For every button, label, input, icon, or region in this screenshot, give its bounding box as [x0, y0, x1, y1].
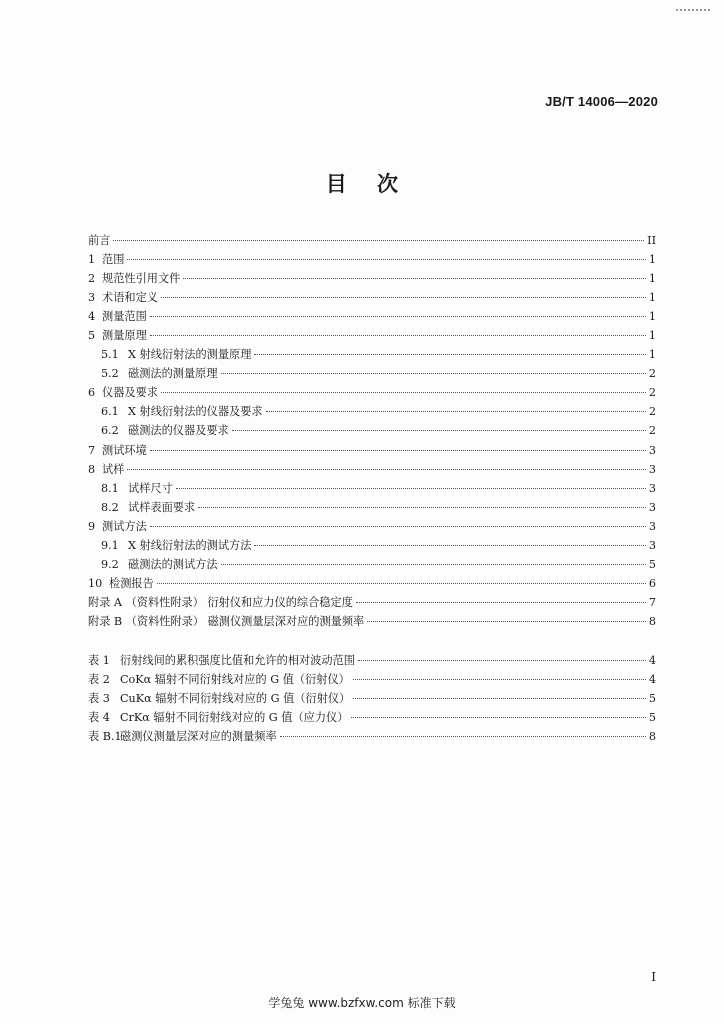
- toc-entry-section-3[interactable]: [88, 288, 656, 307]
- page-title: [0, 168, 724, 198]
- toc-page: 3: [648, 519, 656, 533]
- leader-dots: [161, 392, 646, 393]
- leader-dots: [221, 373, 646, 374]
- leader-dots: [353, 679, 646, 680]
- toc-label: 规范性引用文件: [102, 272, 181, 286]
- leader-dots: [150, 335, 646, 336]
- table-number: 表 2: [88, 673, 110, 687]
- leader-dots: [127, 259, 645, 260]
- toc-page: 7: [648, 595, 656, 609]
- toc-number: 8.2: [101, 500, 119, 514]
- page-folio: I: [651, 970, 656, 984]
- toc-page: 4: [648, 673, 656, 687]
- toc-entry-section-8-2[interactable]: [88, 498, 656, 517]
- toc-label: 试样尺寸: [128, 481, 173, 495]
- toc-number: 6.2: [101, 424, 119, 438]
- table-label: CuKα 辐射不同衍射线对应的 G 值（衍射仪）: [120, 692, 351, 706]
- toc-number: 2: [88, 272, 96, 286]
- toc-page: 6: [648, 576, 656, 590]
- table-label: 衍射线间的累积强度比值和允许的相对波动范围: [120, 654, 355, 667]
- toc-entry-section-1[interactable]: [88, 250, 656, 269]
- toc-number: 5.2: [101, 367, 119, 381]
- toc-label: 范围: [102, 253, 125, 267]
- toc-page: 2: [648, 367, 656, 381]
- table-number: 表 1: [88, 654, 110, 667]
- toc-entry-section-9[interactable]: [88, 517, 656, 536]
- toc-page: 1: [648, 310, 656, 324]
- leader-dots: [356, 602, 646, 603]
- toc-number: 6.1: [101, 405, 119, 419]
- leader-dots: [353, 698, 646, 699]
- toc-label: 测试方法: [102, 519, 147, 533]
- toc-entry-section-5-2[interactable]: [88, 364, 656, 383]
- leader-dots: [150, 316, 646, 317]
- toc-label: 附录 A （资料性附录） 衍射仪和应力仪的综合稳定度: [88, 595, 353, 609]
- leader-dots: [351, 717, 645, 718]
- toc-page: 1: [648, 272, 656, 286]
- toc-page: 4: [648, 654, 656, 667]
- leader-dots: [198, 507, 646, 508]
- toc-entry-section-8-1[interactable]: [88, 479, 656, 498]
- leader-dots: [232, 430, 646, 431]
- toc-number: 3: [88, 291, 96, 305]
- toc-number: 7: [88, 443, 96, 457]
- footer-watermark[interactable]: 学兔兔 www.bzfxw.com 标准下载: [268, 996, 456, 1010]
- toc-entry-table-b1[interactable]: [88, 727, 656, 746]
- toc-number: 8: [88, 462, 96, 476]
- toc-page: 8: [648, 730, 656, 744]
- toc-label: X 射线衍射法的测量原理: [128, 348, 252, 362]
- table-label: 磁测仪测量层深对应的测量频率: [120, 730, 277, 744]
- toc-entry-section-9-1[interactable]: [88, 536, 656, 555]
- toc-entry-section-2[interactable]: [88, 269, 656, 288]
- toc-label: X 射线衍射法的测试方法: [128, 538, 252, 552]
- toc-page: 8: [648, 614, 656, 628]
- toc-page: 5: [648, 711, 656, 725]
- table-number: 表 3: [88, 692, 110, 706]
- leader-dots: [254, 545, 645, 546]
- table-number: 表 4: [88, 711, 110, 725]
- toc-page: 5: [648, 692, 656, 706]
- leader-dots: [358, 660, 646, 661]
- leader-dots: [176, 488, 646, 489]
- toc-number: 5.1: [101, 348, 119, 362]
- toc-label: 检测报告: [109, 576, 154, 590]
- toc-page: 3: [648, 538, 656, 552]
- toc-label: 试样表面要求: [128, 500, 196, 514]
- toc-entry-annex-b[interactable]: [88, 612, 656, 631]
- toc-entry-section-4[interactable]: [88, 307, 656, 326]
- toc-entry-section-5-1[interactable]: [88, 345, 656, 364]
- toc-label: 测试环境: [102, 443, 147, 457]
- leader-dots: [367, 621, 646, 622]
- toc-page: II: [647, 234, 656, 247]
- toc-label: 术语和定义: [102, 291, 158, 305]
- leader-dots: [161, 297, 646, 298]
- leader-dots: [150, 526, 646, 527]
- toc-number: 6: [88, 386, 96, 400]
- toc-label: 测量范围: [102, 310, 147, 324]
- toc-number: 9.1: [101, 538, 119, 552]
- toc-entry-section-8[interactable]: [88, 460, 656, 479]
- toc-entry-section-6[interactable]: [88, 383, 656, 402]
- toc-number: 4: [88, 310, 96, 324]
- scan-mark: [676, 9, 710, 13]
- toc-page: 2: [648, 405, 656, 419]
- toc-entry-annex-a[interactable]: [88, 593, 656, 612]
- toc-entry-section-10[interactable]: [88, 574, 656, 593]
- toc-entry-foreword[interactable]: [88, 231, 656, 250]
- toc-entry-section-9-2[interactable]: [88, 555, 656, 574]
- toc-label: 试样: [102, 462, 125, 476]
- toc-entry-section-6-2[interactable]: [88, 421, 656, 440]
- toc-entry-table-3[interactable]: [88, 689, 656, 708]
- table-of-contents: [88, 231, 656, 631]
- table-number: 表 B.1: [88, 730, 122, 744]
- toc-number: 1: [88, 253, 96, 267]
- list-of-tables: [88, 651, 656, 746]
- toc-page: 2: [648, 424, 656, 438]
- title-part-1: 目: [325, 172, 347, 196]
- leader-dots: [157, 583, 646, 584]
- leader-dots: [127, 469, 645, 470]
- toc-entry-section-5[interactable]: [88, 326, 656, 345]
- toc-label: 仪器及要求: [102, 386, 158, 400]
- leader-dots: [150, 450, 646, 451]
- table-label: CrKα 辐射不同衍射线对应的 G 值（应力仪）: [120, 711, 349, 725]
- toc-page: 1: [648, 348, 656, 362]
- toc-page: 3: [648, 500, 656, 514]
- toc-label: 前言: [88, 234, 111, 247]
- leader-dots: [280, 736, 646, 737]
- toc-page: 2: [648, 386, 656, 400]
- toc-number: 9: [88, 519, 96, 533]
- toc-number: 8.1: [101, 481, 119, 495]
- toc-page: 3: [648, 443, 656, 457]
- toc-page: 1: [648, 253, 656, 267]
- toc-page: 1: [648, 329, 656, 343]
- leader-dots: [221, 564, 646, 565]
- toc-entry-table-4[interactable]: [88, 708, 656, 727]
- toc-entry-section-7[interactable]: [88, 441, 656, 460]
- toc-page: 3: [648, 462, 656, 476]
- toc-label: 磁测法的测试方法: [128, 557, 218, 571]
- standard-number: JB/T 14006—2020: [545, 94, 658, 109]
- table-label: CoKα 辐射不同衍射线对应的 G 值（衍射仪）: [120, 673, 350, 687]
- toc-label: 附录 B （资料性附录） 磁测仪测量层深对应的测量频率: [88, 614, 365, 628]
- toc-page: 3: [648, 481, 656, 495]
- toc-label: 测量原理: [102, 329, 147, 343]
- leader-dots: [266, 411, 646, 412]
- toc-number: 9.2: [101, 557, 119, 571]
- toc-label: 磁测法的测量原理: [128, 367, 218, 381]
- toc-number: 10: [88, 576, 103, 590]
- leader-dots: [254, 354, 645, 355]
- toc-label: 磁测法的仪器及要求: [128, 424, 229, 438]
- toc-entry-table-1[interactable]: [88, 651, 656, 670]
- toc-page: 5: [648, 557, 656, 571]
- title-part-2: 次: [377, 172, 399, 196]
- toc-entry-table-2[interactable]: [88, 670, 656, 689]
- leader-dots: [183, 278, 646, 279]
- leader-dots: [113, 240, 644, 241]
- toc-entry-section-6-1[interactable]: [88, 402, 656, 421]
- toc-label: X 射线衍射法的仪器及要求: [128, 405, 263, 419]
- toc-page: 1: [648, 291, 656, 305]
- toc-number: 5: [88, 329, 96, 343]
